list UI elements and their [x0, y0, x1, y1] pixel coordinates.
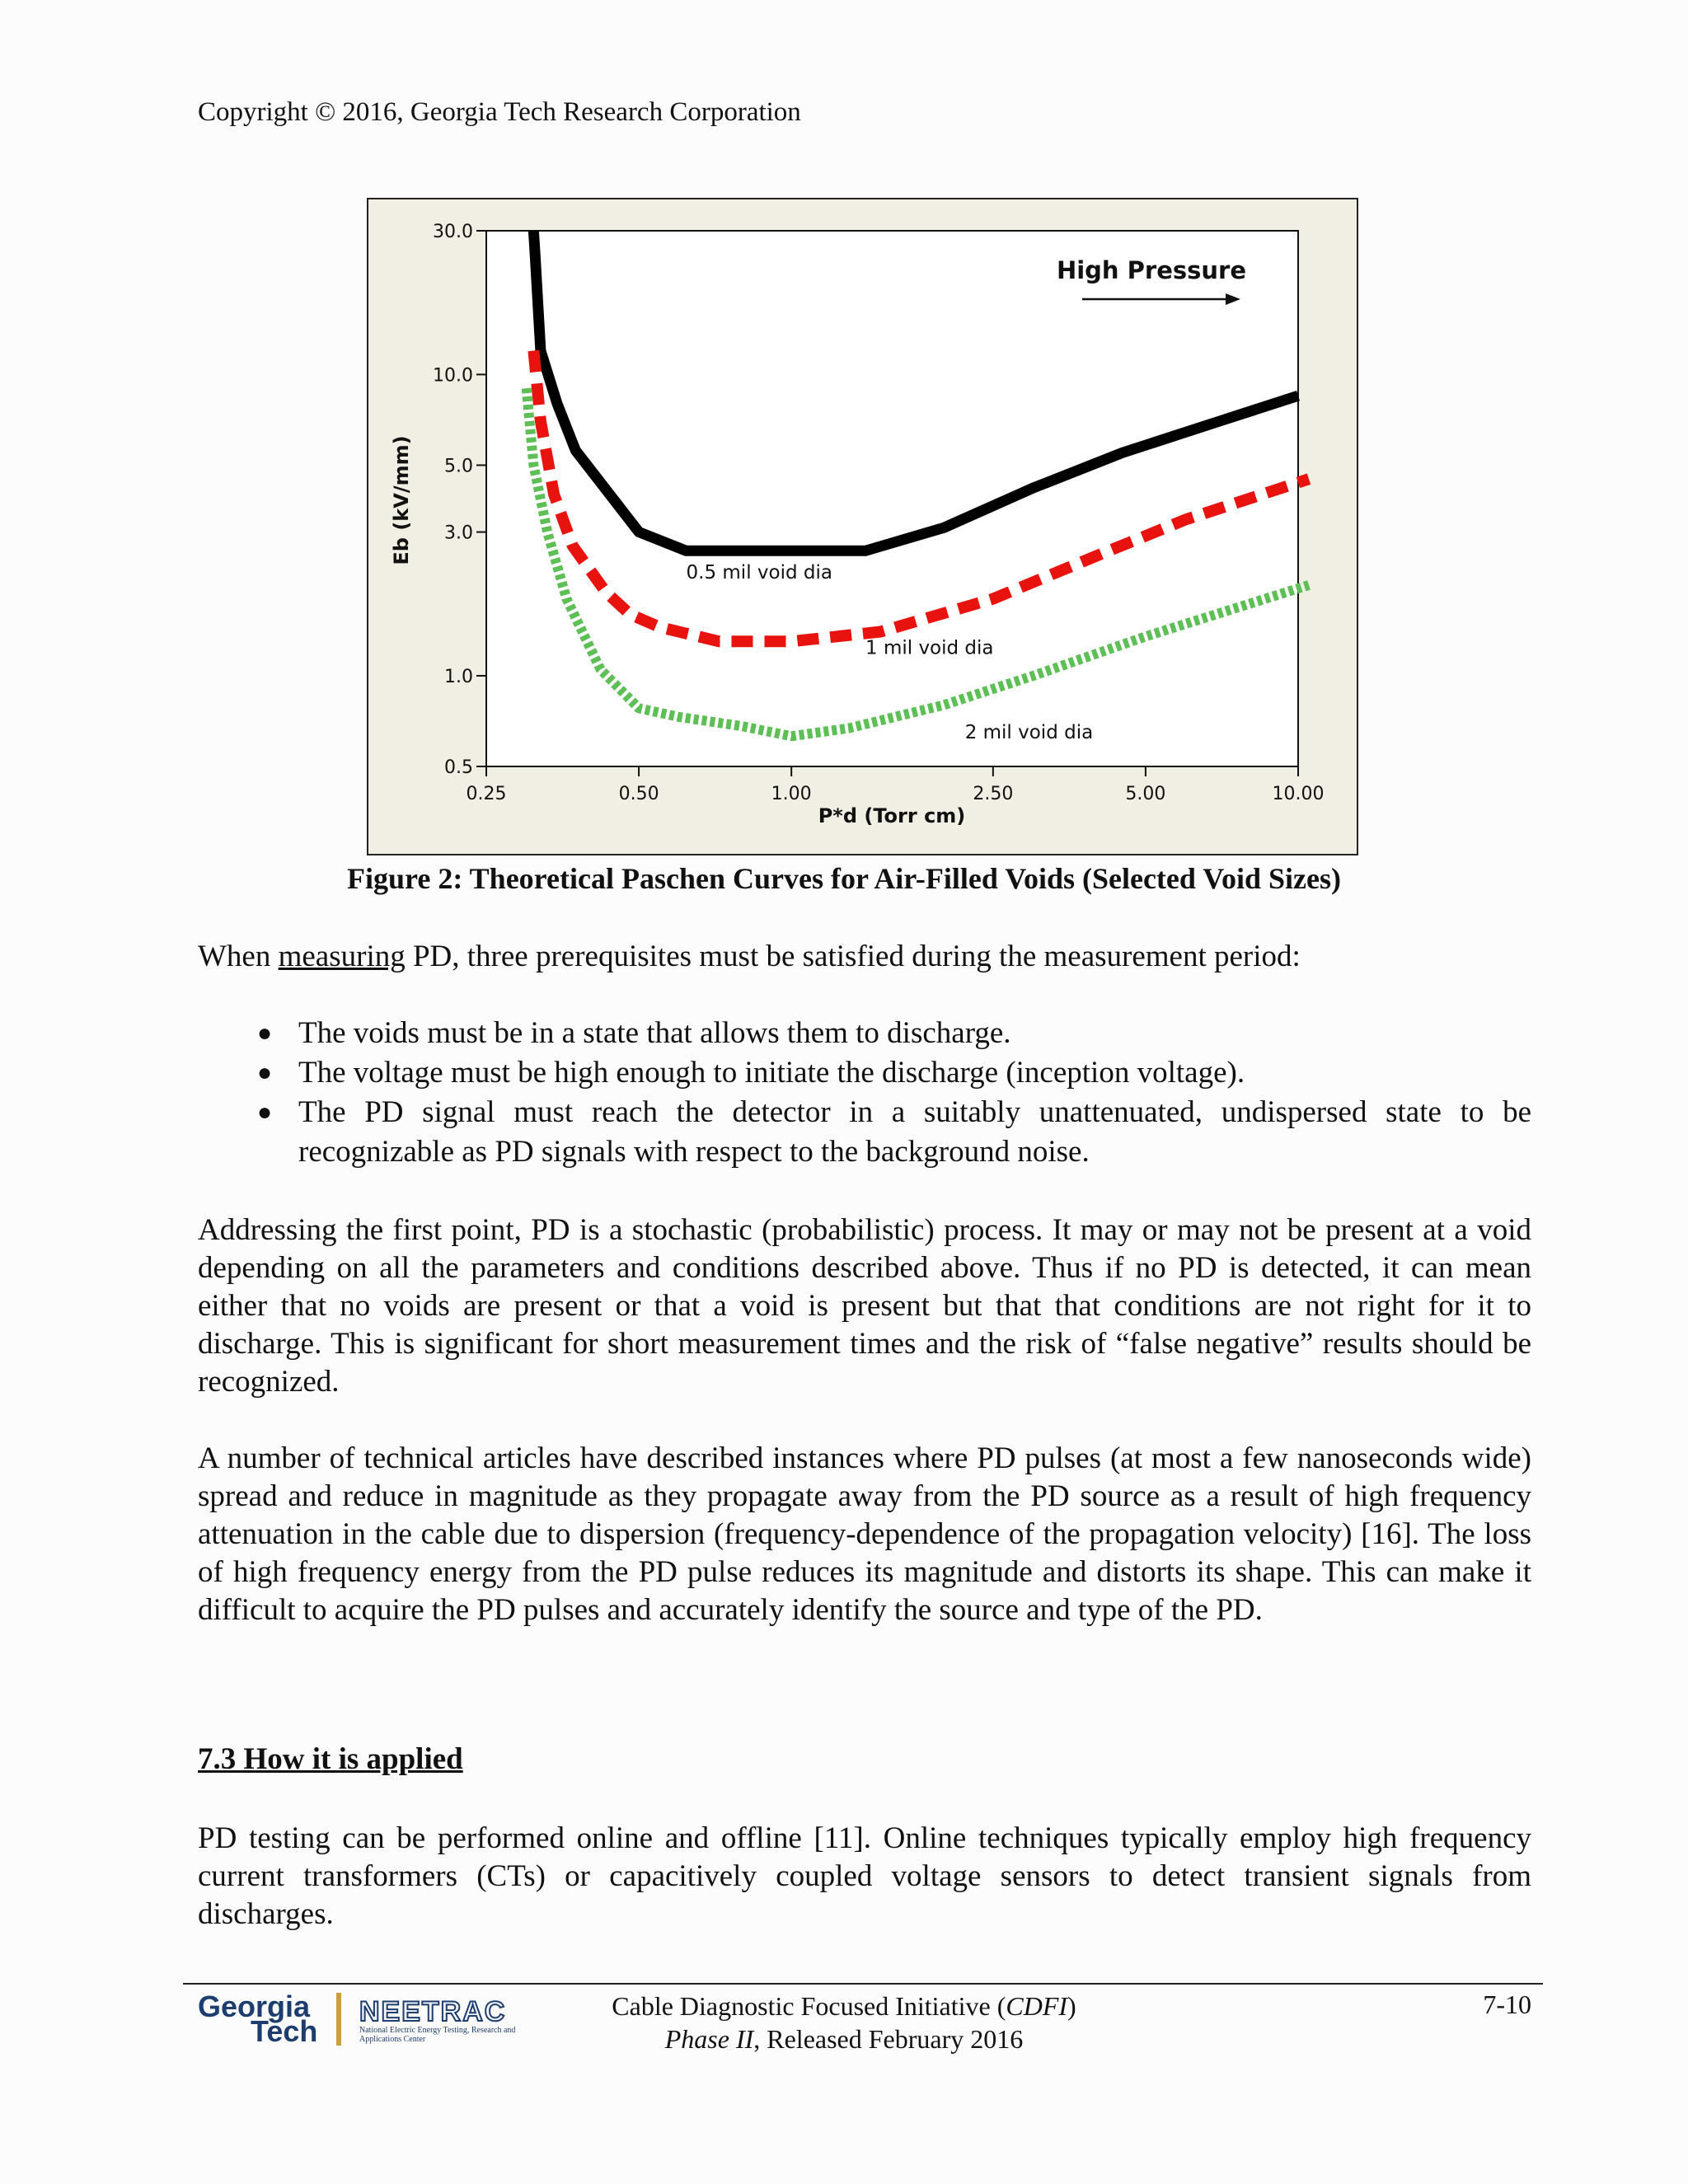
- curve-label-3: 2 mil void dia: [964, 721, 1094, 743]
- list-item: [198, 1053, 1531, 1093]
- section-heading: 7.3 How it is applied: [198, 1742, 463, 1776]
- x-tick-label: 10.00: [1272, 784, 1325, 804]
- intro-post: PD, three prerequisites must be satisfied during the measurement period:: [405, 940, 1301, 973]
- figure-caption: Figure 2: Theoretical Paschen Curves for Air-Filled Voids (Selected Void Sizes): [347, 862, 1341, 895]
- page-number: 7-10: [1483, 1990, 1531, 2019]
- y-tick-label: 1.0: [444, 666, 473, 687]
- logo-georgia: Georgia: [198, 1990, 311, 2023]
- paschen-chart: [368, 199, 1360, 857]
- y-axis-title: Eb (kV/mm): [390, 435, 413, 565]
- y-axis-ticks: [433, 222, 486, 778]
- paragraph-applied: PD testing can be performed online and offline [11]. Online techniques typically employ high frequency current transformers (CTs) or capacitively coupled voltage sensors to detect transient signals from discharges.: [198, 1821, 1531, 1931]
- high-pressure-annotation: High Pressure: [1056, 256, 1247, 284]
- x-tick-label: 5.00: [1125, 784, 1166, 804]
- prerequisite-list: [198, 1014, 1531, 1172]
- footer-line-1: Cable Diagnostic Focused Initiative (CDFI): [612, 1991, 1076, 2021]
- logo-tech: Tech: [251, 2014, 318, 2048]
- x-tick-label: 2.50: [973, 784, 1014, 804]
- footer-title: [0, 1990, 1688, 2055]
- list-item-text: The PD signal must reach the detector in a suitably unattenuated, undispersed state to be recognizable as PD signals with respect to the background noise.: [298, 1095, 1531, 1169]
- paragraph-dispersion: A number of technical articles have described instances where PD pulses (at most a few nanoseconds wide) spread and reduce in magnitude as they propagate away from the PD source as a result of high frequency attenuation in the cable due to dispersion (frequency-dependence of the propagation velocity) [16]. The loss of high frequency energy from the PD pulse reduces its magnitude and distorts its shape. This can make it difficult to acquire the PD pulses and accurately identify the source and type of the PD.: [198, 1441, 1531, 1627]
- y-tick-label: 10.0: [433, 365, 473, 387]
- y-tick-label: 0.5: [444, 757, 473, 778]
- curve-label-2: 1 mil void dia: [865, 637, 994, 659]
- x-tick-label: 0.50: [618, 784, 659, 804]
- list-item: [198, 1014, 1531, 1053]
- curve-label-1: 0.5 mil void dia: [686, 562, 832, 584]
- x-axis-ticks: [467, 766, 1325, 804]
- bullet-icon: ●: [257, 1099, 273, 1126]
- intro-paragraph: [198, 938, 1531, 976]
- bullet-icon: ●: [257, 1019, 273, 1047]
- list-item: [198, 1093, 1531, 1172]
- copyright-notice: Copyright © 2016, Georgia Tech Research Corporation: [198, 97, 801, 127]
- list-item-text: The voids must be in a state that allows them to discharge.: [298, 1016, 1011, 1050]
- footer-divider: [183, 1983, 1543, 1985]
- logo-neetrac-subtitle: National Electric Energy Testing, Research and Applications Center: [359, 2026, 516, 2044]
- paschen-chart-figure: [367, 198, 1358, 855]
- logo-neetrac: NEETRAC: [359, 1996, 507, 2027]
- list-item-text: The voltage must be high enough to initiate the discharge (inception voltage).: [298, 1056, 1245, 1090]
- x-tick-label: 0.25: [466, 784, 507, 804]
- paragraph-stochastic: Addressing the first point, PD is a stochastic (probabilistic) process. It may or may not be present at a void depending on all the parameters and conditions described above. Thus if no PD is detected, it can mean either that no voids are present or that a void is present but that that conditions are not right for it to discharge. This is significant for short measurement times and the risk of “false negative” results should be recognized.: [198, 1213, 1531, 1399]
- y-tick-label: 30.0: [433, 222, 473, 242]
- intro-pre: When: [198, 940, 279, 973]
- x-axis-title: P*d (Torr cm): [818, 804, 966, 827]
- footer-line-2: Phase II, Released February 2016: [664, 2024, 1024, 2054]
- bullet-icon: ●: [257, 1059, 273, 1086]
- y-tick-label: 3.0: [444, 523, 473, 544]
- intro-underlined: measuring: [278, 940, 406, 973]
- y-tick-label: 5.0: [444, 456, 473, 477]
- x-tick-label: 1.00: [771, 784, 812, 804]
